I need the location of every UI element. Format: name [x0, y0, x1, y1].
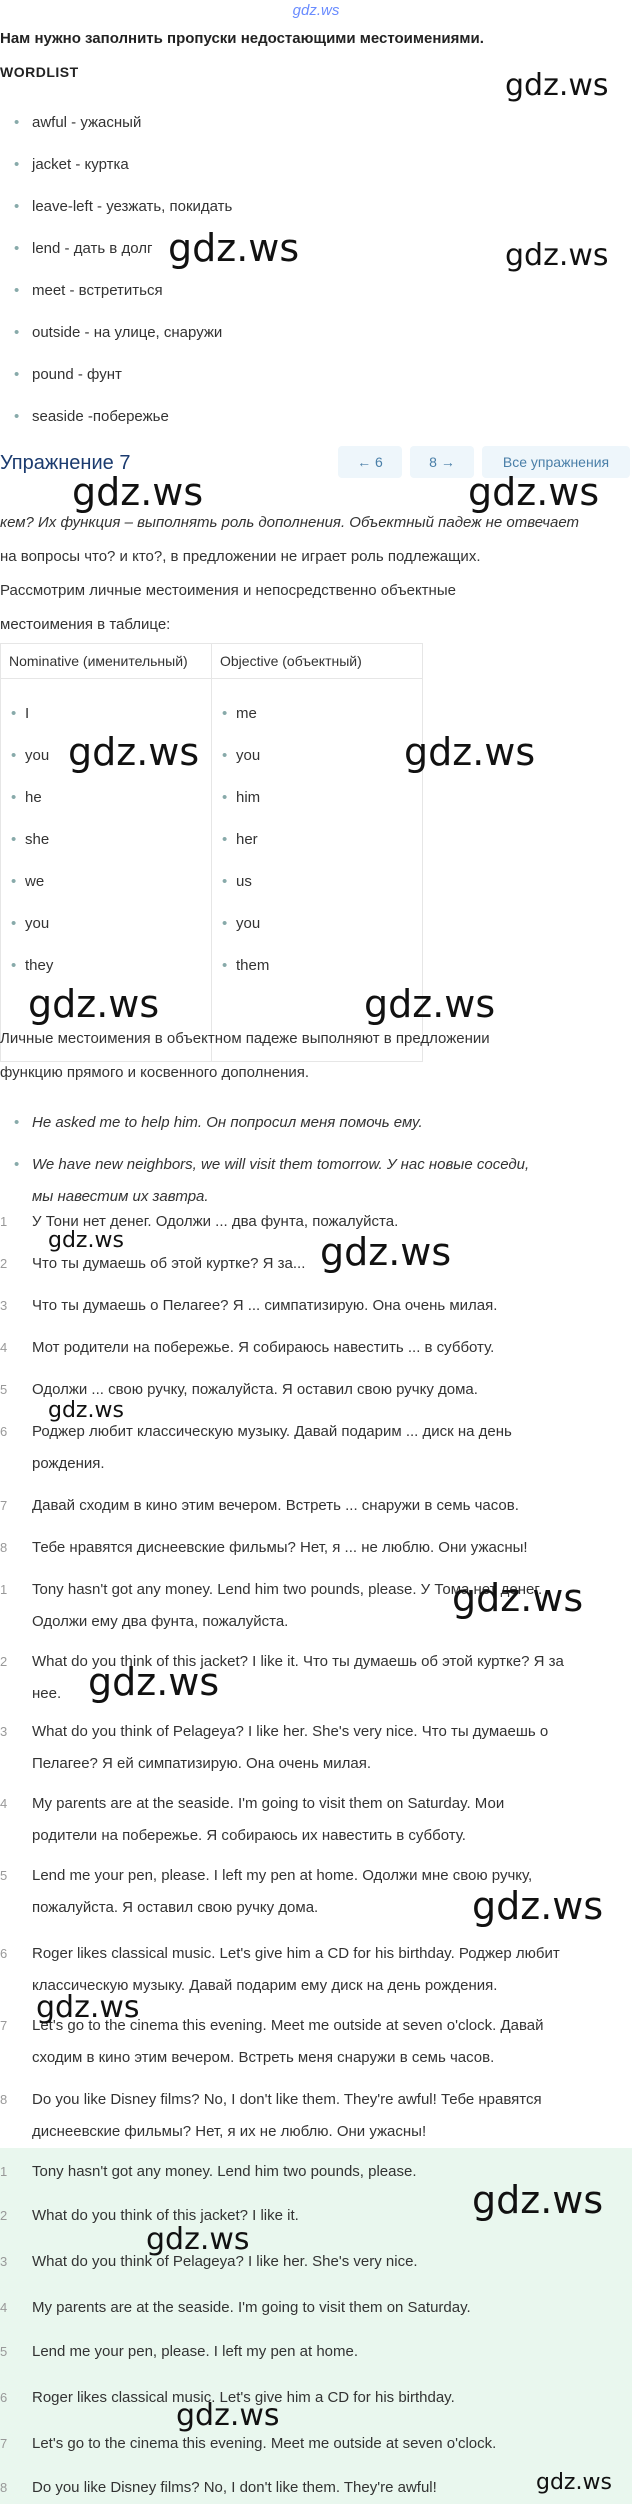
- item-number: 6: [0, 1424, 8, 1439]
- exercise-item: Роджер любит классическую музыку. Давай подарим ... диск на день: [32, 1423, 512, 1440]
- answer-line: Roger likes classical music. Let's give him a CD for his birthday.: [32, 2389, 455, 2406]
- item-number: 3: [0, 1724, 8, 1739]
- intro-line: Рассмотрим личные местоимения и непосредственно объектные: [0, 582, 456, 599]
- answer-line: Lend me your pen, please. I left my pen at home. Одолжи мне свою ручку,: [32, 1867, 533, 1884]
- wordlist-item: • jacket - куртка: [14, 156, 129, 173]
- item-number: 7: [0, 2018, 8, 2033]
- pronoun-cell: • you: [236, 747, 260, 764]
- answer-line: классическую музыку. Давай подарим ему диск на день рождения.: [32, 1977, 498, 1994]
- watermark: gdz.ws: [472, 1884, 604, 1928]
- item-number: 1: [0, 1582, 8, 1597]
- answer-line: сходим в кино этим вечером. Встреть меня снаружи в семь часов.: [32, 2049, 495, 2066]
- item-number: 4: [0, 1796, 8, 1811]
- item-number: 4: [0, 2300, 8, 2315]
- item-number: 8: [0, 1540, 8, 1555]
- wordlist-item: • leave-left - уезжать, покидать: [14, 198, 232, 215]
- exercise-item: Что ты думаешь о Пелагее? Я ... симпатизирую. Она очень милая.: [32, 1297, 498, 1314]
- exercise-item: Одолжи ... свою ручку, пожалуйста. Я оставил свою ручку дома.: [32, 1381, 478, 1398]
- wordlist-item: • meet - встретиться: [14, 282, 163, 299]
- item-number: 7: [0, 2436, 8, 2451]
- item-number: 1: [0, 1214, 8, 1229]
- exercise-item: Тебе нравятся диснеевские фильмы? Нет, я ... не люблю. Они ужасны!: [32, 1539, 528, 1556]
- table-header-objective: Objective (объектный): [212, 644, 423, 679]
- watermark: gdz.ws: [48, 1228, 124, 1253]
- exercise-item: Что ты думаешь об этой куртке? Я за...: [32, 1255, 306, 1272]
- answer-line: My parents are at the seaside. I'm going to visit them on Saturday. Мои: [32, 1795, 505, 1812]
- site-logo[interactable]: gdz.ws: [292, 2, 340, 19]
- answer-line: What do you think of Pelageya? I like her. She's very nice. Что ты думаешь о: [32, 1723, 549, 1740]
- wordlist-item: • seaside -побережье: [14, 408, 169, 425]
- item-number: 3: [0, 2254, 8, 2269]
- watermark: gdz.ws: [505, 238, 609, 273]
- pronoun-cell: • him: [236, 789, 260, 806]
- all-exercises-button[interactable]: Все упражнения: [482, 446, 630, 478]
- answer-line: Do you like Disney films? No, I don't like them. They're awful! Тебе нравятся: [32, 2091, 542, 2108]
- next-exercise-button[interactable]: 8 →: [410, 446, 474, 478]
- watermark: gdz.ws: [28, 982, 160, 1026]
- pronoun-cell: • we: [25, 873, 44, 890]
- answer-line: Tony hasn't got any money. Lend him two pounds, please.: [32, 2163, 417, 2180]
- watermark: gdz.ws: [404, 730, 536, 774]
- exercise-item: Давай сходим в кино этим вечером. Встреть ... снаружи в семь часов.: [32, 1497, 519, 1514]
- item-number: 1: [0, 2164, 8, 2179]
- watermark: gdz.ws: [472, 2178, 604, 2222]
- pronoun-cell: • them: [236, 957, 269, 974]
- pronoun-cell: • us: [236, 873, 252, 890]
- watermark: gdz.ws: [68, 730, 200, 774]
- exercise-title: Упражнение 7: [0, 452, 131, 474]
- item-number: 5: [0, 1868, 8, 1883]
- watermark: gdz.ws: [72, 470, 204, 514]
- item-number: 2: [0, 1654, 8, 1669]
- item-number: 5: [0, 1382, 8, 1397]
- pronoun-cell: • he: [25, 789, 42, 806]
- watermark: gdz.ws: [146, 2222, 250, 2257]
- watermark: gdz.ws: [505, 68, 609, 103]
- pronoun-cell: • me: [236, 705, 257, 722]
- watermark: gdz.ws: [36, 1990, 140, 2025]
- item-number: 5: [0, 2344, 8, 2359]
- watermark: gdz.ws: [168, 226, 300, 270]
- watermark: gdz.ws: [48, 1398, 124, 1423]
- intro-line: местоимения в таблице:: [0, 616, 171, 633]
- wordlist-item: • outside - на улице, снаружи: [14, 324, 222, 341]
- pronoun-cell: • I: [25, 705, 29, 722]
- exercise-item-continuation: рождения.: [32, 1455, 105, 1472]
- watermark: gdz.ws: [452, 1576, 584, 1620]
- explanation-line: Личные местоимения в объектном падеже выполняют в предложении: [0, 1030, 490, 1047]
- answer-line: пожалуйста. Я оставил свою ручку дома.: [32, 1899, 319, 1916]
- watermark: gdz.ws: [364, 982, 496, 1026]
- watermark: gdz.ws: [88, 1660, 220, 1704]
- item-number: 7: [0, 1498, 8, 1513]
- answer-line: Let's go to the cinema this evening. Meet me outside at seven o'clock.: [32, 2435, 497, 2452]
- answer-line: Lend me your pen, please. I left my pen at home.: [32, 2343, 359, 2360]
- task-statement: Нам нужно заполнить пропуски недостающими местоимениями.: [0, 30, 484, 47]
- intro-line: на вопросы что? и кто?, в предложении не играет роль подлежащих.: [0, 548, 481, 565]
- answer-line: My parents are at the seaside. I'm going to visit them on Saturday.: [32, 2299, 471, 2316]
- item-number: 6: [0, 2390, 8, 2405]
- watermark: gdz.ws: [536, 2470, 612, 2495]
- exercise-item: Мот родители на побережье. Я собираюсь навестить ... в субботу.: [32, 1339, 495, 1356]
- example-continuation: мы навестим их завтра.: [32, 1188, 209, 1205]
- item-number: 2: [0, 1256, 8, 1271]
- answer-line: диснеевские фильмы? Нет, я их не люблю. Они ужасны!: [32, 2123, 427, 2140]
- pronoun-cell: • her: [236, 831, 258, 848]
- prev-exercise-button[interactable]: ← 6: [338, 446, 402, 478]
- example-item: • We have new neighbors, we will visit them tomorrow. У нас новые соседи,: [14, 1156, 529, 1173]
- item-number: 6: [0, 1946, 8, 1961]
- answer-line: Roger likes classical music. Let's give him a CD for his birthday. Роджер любит: [32, 1945, 560, 1962]
- wordlist-item: • lend - дать в долг: [14, 240, 152, 257]
- answer-line: родители на побережье. Я собираюсь их навестить в субботу.: [32, 1827, 466, 1844]
- wordlist-item: • awful - ужасный: [14, 114, 141, 131]
- watermark: gdz.ws: [468, 470, 600, 514]
- answer-line: Tony hasn't got any money. Lend him two pounds, please. У Тома нет денег.: [32, 1581, 543, 1598]
- wordlist-item: • pound - фунт: [14, 366, 122, 383]
- pronoun-cell: • she: [25, 831, 49, 848]
- answer-line: Одолжи ему два фунта, пожалуйста.: [32, 1613, 289, 1630]
- pronoun-cell: • you: [25, 915, 49, 932]
- table-header-nominative: Nominative (именительный): [1, 644, 212, 679]
- item-number: 8: [0, 2092, 8, 2107]
- answer-line: нее.: [32, 1685, 62, 1702]
- item-number: 4: [0, 1340, 8, 1355]
- item-number: 3: [0, 1298, 8, 1313]
- answer-line: What do you think of Pelageya? I like her. She's very nice.: [32, 2253, 418, 2270]
- pronoun-cell: • they: [25, 957, 53, 974]
- answer-line: Пелагее? Я ей симпатизирую. Она очень милая.: [32, 1755, 372, 1772]
- item-number: 8: [0, 2480, 8, 2495]
- exercise-item: У Тони нет денег. Одолжи ... два фунта, пожалуйста.: [32, 1213, 399, 1230]
- answer-line: What do you think of this jacket? I like it.: [32, 2207, 299, 2224]
- pronoun-cell: • you: [25, 747, 49, 764]
- watermark: gdz.ws: [320, 1230, 452, 1274]
- explanation-line: функцию прямого и косвенного дополнения.: [0, 1064, 310, 1081]
- item-number: 2: [0, 2208, 8, 2223]
- example-item: • He asked me to help him. Он попросил меня помочь ему.: [14, 1114, 423, 1131]
- intro-line: кем? Их функция – выполнять роль дополнения. Объектный падеж не отвечает: [0, 514, 580, 531]
- watermark: gdz.ws: [176, 2398, 280, 2433]
- pronoun-cell: • you: [236, 915, 260, 932]
- answer-line: Do you like Disney films? No, I don't like them. They're awful!: [32, 2479, 437, 2496]
- answer-line: What do you think of this jacket? I like it. Что ты думаешь об этой куртке? Я за: [32, 1653, 564, 1670]
- answer-line: Let's go to the cinema this evening. Meet me outside at seven o'clock. Давай: [32, 2017, 544, 2034]
- wordlist-title: WORDLIST: [0, 64, 79, 80]
